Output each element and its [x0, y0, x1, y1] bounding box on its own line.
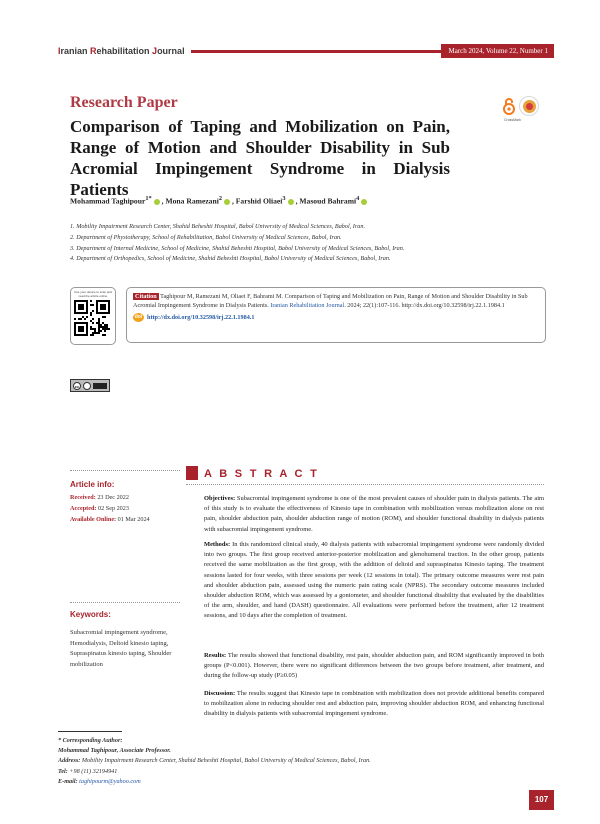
abstract-objectives: Objectives: Subacromial impingement syndrome is one of the most prevalent causes of shoulder pain in dialysis patients. The aim of this study is to evaluate the effectiveness of Kinesio tape in combination with mobilization versus mobilization alone on rest pain, shoulder abduction pain, shoulder abduction range of motion (ROM), and shoulder functional disability in dialysis patients with subacromial impingement syndrome. — [204, 495, 544, 533]
author-name: Mona Ramezani — [165, 196, 219, 206]
author-name: Masoud Bahrami — [299, 196, 357, 206]
issue-badge: March 2024, Volume 22, Number 1 — [441, 44, 554, 58]
orcid-icon[interactable] — [288, 199, 294, 205]
author-name: Mohammad Taghipour — [70, 196, 146, 206]
article-title: Comparison of Taping and Mobilization on Pain, Range of Motion and Shoulder Disability in Sub Acromial Impingement Syndrome in Dialysis Patients — [70, 117, 450, 199]
accepted-date: Accepted: 02 Sep 2023 — [70, 505, 129, 512]
email-link[interactable]: taghipourm@yahoo.com — [79, 777, 141, 785]
paper-type: Research Paper — [70, 94, 178, 111]
corresponding-address: Address: Mobility Impairment Research Center, Shahid Beheshti Hospital, Babol University of Medical Sciences, Babol, Iran. — [58, 757, 371, 765]
crossmark-label: CrossMark — [504, 118, 521, 122]
corresponding-author — [58, 736, 528, 787]
journal-header — [58, 44, 554, 58]
header-rule — [191, 50, 441, 53]
page-number: 107 — [529, 790, 554, 810]
abstract-results: Results: The results showed that functional disability, rest pain, shoulder abduction pain, and ROM significantly improved in both groups (P<0.001). However, there were no significant differences between the two groups before treatment, after treatment, and during the follow-up study (P≥0.05) — [204, 652, 544, 680]
affiliation-item: 3. Department of Internal Medicine, School of Medicine, Shahid Beheshti Hospital, Babol University of Medical Sciences, Babol, Iran. — [70, 244, 405, 252]
doi-link[interactable]: http://dx.doi.org/10.32598/irj.22.1.1984.1 — [147, 313, 255, 321]
abstract-methods: Methods: In this randomized clinical study, 40 dialysis patients with subacromial impingement syndrome were randomly divided into two groups. The first group received anterior-posterior mobilization and glenohumeral traction. In the other group, patients received the same mobilization as the first group, with the addition of deltoid and supraspinatus Kinesio taping. The treatment sessions lasted for four weeks, with three sessions per week (12 sessions in total). The primary outcome measures were rest pain and shoulder abduction pain, assessed using the numeric pain rating scale (NPRS). The secondary outcome measures included shoulder abduction ROM, which was assessed by a goniometer, and shoulder functional disability that evaluated by the disabilities of the arm, shoulder, and hand (DASH) questionnaire. All evaluations were performed before the treatment, after 12 treatment sessions, and 10 days after the completion of treatment. — [204, 541, 544, 620]
abstract-marker — [186, 466, 198, 480]
orcid-icon[interactable] — [224, 199, 230, 205]
orcid-icon[interactable] — [361, 199, 367, 205]
corresponding-email: E-mail: taghipourm@yahoo.com — [58, 777, 141, 785]
qr-box — [70, 287, 116, 345]
author-list: Mohammad Taghipour$^{1*}$ , Mona Ramezani$^2$ , Farshid Oliaei$^3$ , Masoud Bahrami$^4$ — [70, 195, 369, 206]
citation-label: Citation — [135, 293, 157, 300]
crossmark-icon[interactable] — [519, 96, 539, 116]
abstract-discussion: Discussion: The results suggest that Kinesio tape in combination with mobilization does not provide additional benefits compared to mobilization alone in reducing shoulder rest and abduction pain, improving shoulder abduction ROM, and enhancing functional disability in dialysis patients with subacromial impingement syndrome. — [204, 690, 544, 718]
qr-code-icon[interactable] — [74, 300, 110, 336]
article-info-heading: Article info: — [70, 480, 115, 489]
affiliation-item: 4. Department of Orthopedics, School of Medicine, Shahid Beheshti Hospital, Babol University of Medical Sciences, Babol, Iran. — [70, 255, 391, 263]
citation-text: Taghipour M, Ramezani M, Oliaei F, Bahrami M. Comparison of Taping and Mobilization on Pain, Range of Motion and Shoulder Disability in Sub Acromial Impingement Syndrome in Dialysis Patients. — [133, 293, 528, 310]
doi-icon: doi — [134, 313, 143, 320]
online-date: Available Online: 01 Mar 2024 — [70, 516, 150, 523]
keywords-heading: Keywords: — [70, 610, 111, 619]
keywords-list: Subacromial impingement syndrome, Hemodialysis, Deltoid kinesio taping, Supraspinatus kinesio taping, Shoulder mobilization — [70, 629, 172, 669]
affiliations — [70, 222, 404, 265]
journal-name: Iranian Rehabilitation Journal — [58, 46, 185, 56]
divider — [70, 602, 180, 603]
corresponding-heading: * Corresponding Author: — [58, 737, 123, 744]
abstract-heading: A B S T R A C T — [204, 468, 320, 480]
orcid-icon[interactable] — [154, 199, 160, 205]
affiliation-item: 1. Mobility Impairment Research Center, Shahid Beheshti Hospital, Babol University of Medical Sciences, Babol, Iran. — [70, 223, 365, 230]
creative-commons-icon[interactable] — [70, 379, 110, 392]
citation-box — [126, 287, 546, 343]
open-access-icon — [502, 97, 516, 115]
journal-link[interactable]: Iranian Rehabilitation Journal — [270, 302, 345, 310]
affiliation-item: 2. Department of Physiotherapy, School of Rehabilitation, Babol University of Medical Sciences, Babol, Iran. — [70, 233, 342, 241]
divider — [70, 470, 180, 471]
citation-tail: . 2024; 22(1):107-116. http://dx.doi.org/10.32598/irj.22.1.1984.1 — [344, 302, 505, 310]
by-icon — [83, 382, 91, 390]
divider — [186, 484, 544, 485]
divider — [58, 731, 122, 732]
received-date: Received: 23 Dec 2022 — [70, 494, 129, 501]
corresponding-name: Mohammad Taghipour, Associate Professor. — [58, 747, 171, 755]
cc-logo: cc — [74, 383, 80, 389]
corresponding-tel: Tel: +98 (11) 32194941 — [58, 767, 118, 775]
badge-icons — [502, 96, 539, 116]
qr-caption: Use your device to scan and read the article online — [74, 290, 112, 298]
author-name: Farshid Oliaei — [235, 196, 283, 206]
